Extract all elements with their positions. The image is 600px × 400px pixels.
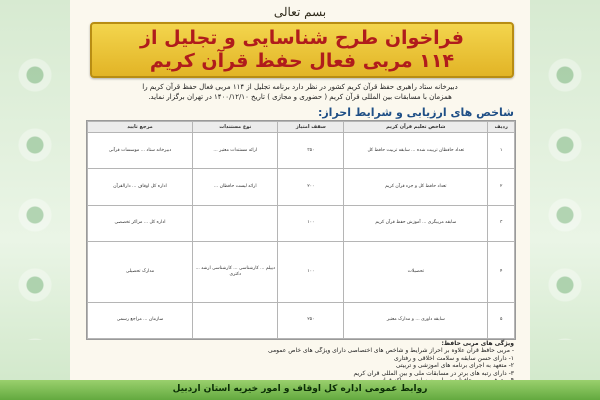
trainer-features bbox=[86, 340, 514, 384]
row-score: ۳۵۰ bbox=[278, 133, 344, 169]
row-approver: اداره کل ... مراکز تخصصی bbox=[88, 205, 193, 241]
row-approver: سازمان ... مراجع رسمی bbox=[88, 302, 193, 338]
title-line-1: فراخوان طرح شناسایی و تجلیل از bbox=[140, 27, 464, 49]
row-score: ۲۰۰ bbox=[278, 169, 344, 205]
table-row bbox=[88, 133, 515, 169]
header-index: شاخص تعلیم قرآن کریم bbox=[344, 122, 488, 133]
footer-bar bbox=[0, 380, 600, 400]
row-approver: مدارک تحصیلی bbox=[88, 242, 193, 303]
row-number: ۳ bbox=[488, 205, 515, 241]
feature-item: ۲- متعهد به اجرای برنامه های آموزشی و تربیتی bbox=[395, 362, 514, 370]
row-index: سابقه داوری ... و مدارک معتبر bbox=[344, 302, 488, 338]
basmala: بسم تعالی bbox=[273, 5, 327, 19]
title-line-2: ۱۱۴ مربی فعال حفظ قرآن کریم bbox=[149, 50, 455, 72]
row-number: ۱ bbox=[488, 133, 515, 169]
footer-text: روابط عمومی اداره کل اوقاف و امور خیریه استان اردبیل bbox=[172, 384, 428, 394]
row-index: تعداد حافظان تربیت شده ... سابقه تربیت حافظ کل bbox=[344, 133, 488, 169]
right-decorative-border bbox=[530, 0, 600, 400]
table-row bbox=[88, 205, 515, 241]
table-row bbox=[88, 242, 515, 303]
title-banner bbox=[90, 22, 514, 78]
header-approver: مرجع تایید bbox=[88, 122, 193, 133]
row-score: ۱۰۰ bbox=[278, 205, 344, 241]
row-approver: اداره کل اوقاف ... دارالقرآن bbox=[88, 169, 193, 205]
row-number: ۲ bbox=[488, 169, 515, 205]
intro-line-1: دبیرخانه ستاد راهبری حفظ قرآن کریم کشور در نظر دارد برنامه تجلیل از ۱۱۴ مربی فعال حفظ قرآن کریم را bbox=[142, 83, 458, 91]
row-index: تحصیلات bbox=[344, 242, 488, 303]
intro-text bbox=[86, 82, 514, 102]
row-score: ۱۰۰ bbox=[278, 242, 344, 303]
right-pattern bbox=[530, 40, 600, 340]
row-docs: ارائه مستندات معتبر ... bbox=[193, 133, 278, 169]
feature-item: ۳- دارای رتبه های برتر در مسابقات ملی و بین المللی قرآن کریم bbox=[353, 369, 514, 377]
criteria-heading: شاخص های ارزیابی و شرایط احراز: bbox=[317, 106, 514, 119]
table-header-row bbox=[88, 122, 515, 133]
row-index: تعداد حافظ کل و جزء قرآن کریم bbox=[344, 169, 488, 205]
feature-item: ۱- دارای حسن سابقه و سلامت اخلاقی و رفتاری bbox=[394, 354, 514, 362]
row-approver: دبیرخانه ستاد ... موسسات قرآنی bbox=[88, 133, 193, 169]
intro-line-2: همزمان با مسابقات بین المللی قرآن کریم ( حضوری و مجازی ) تاریخ ۱۴۰۰/۱۲/۱۰ در تهران برگزار نماید. bbox=[148, 93, 452, 101]
row-docs bbox=[193, 302, 278, 338]
feature-item: - مربی حافظ قرآن علاوه بر احراز شرایط و شاخص های اختصاصی دارای ویژگی های خاص عمومی bbox=[267, 347, 514, 355]
row-index: سابقه مربیگری ... آموزش حفظ قرآن کریم bbox=[344, 205, 488, 241]
criteria-table bbox=[86, 120, 516, 340]
row-number: ۴ bbox=[488, 242, 515, 303]
row-docs: دیپلم ... کارشناسی ... کارشناسی ارشد ... دکتری bbox=[193, 242, 278, 303]
row-number: ۵ bbox=[488, 302, 515, 338]
left-pattern bbox=[0, 40, 70, 340]
header-docs: نوع مستندات bbox=[193, 122, 278, 133]
table-row bbox=[88, 302, 515, 338]
header-score: سقف امتیاز bbox=[278, 122, 344, 133]
header-row-number: ردیف bbox=[488, 122, 515, 133]
row-score: ۲۵۰ bbox=[278, 302, 344, 338]
row-docs bbox=[193, 205, 278, 241]
table-row bbox=[88, 169, 515, 205]
row-docs: ارائه لیست حافظان ... bbox=[193, 169, 278, 205]
left-decorative-border bbox=[0, 0, 70, 400]
features-title: ویژگی های مربی حافظ: bbox=[441, 340, 514, 347]
